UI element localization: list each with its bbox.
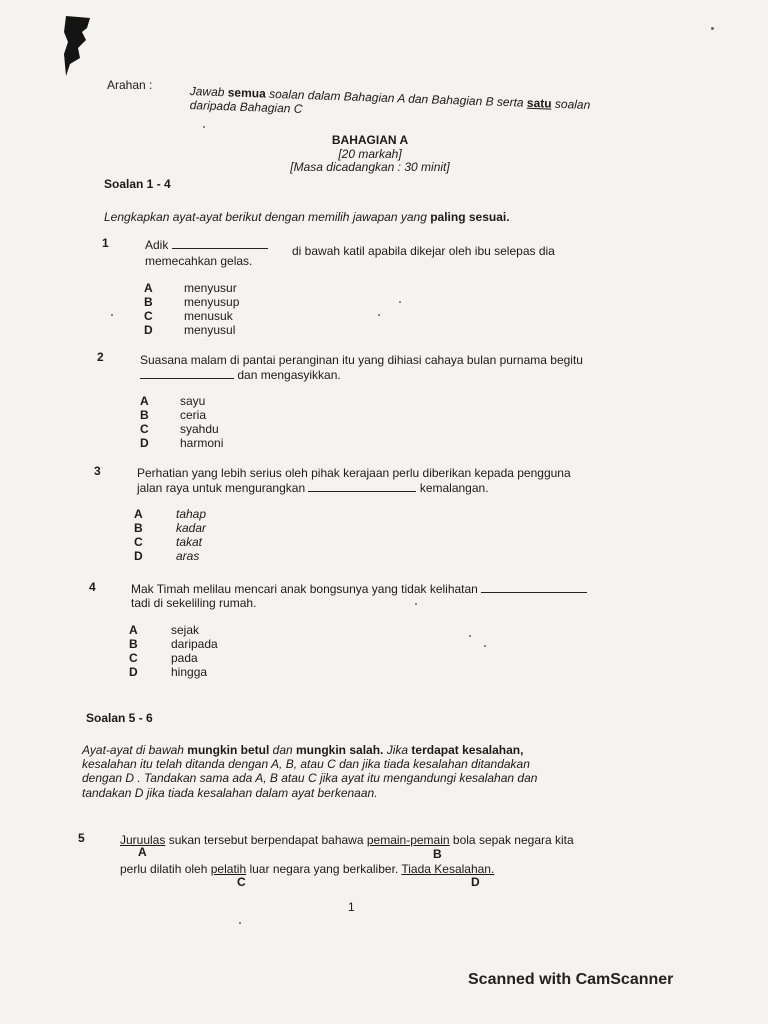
instruction-emphasis: paling sesuai.: [430, 210, 510, 224]
scan-speck: [399, 301, 401, 303]
question-number: 3: [94, 464, 101, 478]
section-a-time: [Masa dicadangkan : 30 minit]: [290, 160, 450, 174]
marker-letter: B: [433, 847, 442, 861]
option-letter: C: [140, 422, 149, 436]
page-number: 1: [348, 900, 355, 914]
instructions-text: Jawab: [189, 84, 225, 100]
marked-word: Juruulas: [120, 833, 166, 847]
question-text: sukan tersebut berpendapat bahawa: [168, 833, 364, 847]
instruction-text: Lengkapkan ayat-ayat berikut dengan memilih jawapan yang: [104, 210, 427, 224]
question-text: memecahkan gelas.: [145, 254, 253, 268]
option-letter: D: [144, 323, 153, 337]
option-text: sejak: [171, 623, 200, 637]
option-text: menyusup: [184, 295, 240, 309]
option-text: pada: [171, 651, 198, 665]
instructions-text: soalan: [554, 96, 591, 112]
option-letter: B: [129, 637, 138, 651]
option-text: kadar: [176, 521, 207, 535]
instruction-emphasis: mungkin salah.: [296, 743, 384, 757]
option-text: menusuk: [184, 309, 233, 323]
scan-speck: [484, 645, 486, 647]
answer-blank: [308, 481, 416, 492]
question-text: Suasana malam di pantai peranginan itu yang dihiasi cahaya bulan purnama begitu: [140, 353, 583, 367]
camscanner-footer: Scanned with CamScanner: [468, 971, 674, 988]
answer-blank: [481, 582, 587, 593]
marked-word: pemain-pemain: [366, 833, 450, 847]
question-text: luar negara yang berkaliber.: [249, 862, 399, 876]
option-text: tahap: [176, 507, 207, 521]
questions-5-6-instruction-line-1: [82, 743, 523, 757]
question-text: Perhatian yang lebih serius oleh pihak kerajaan perlu diberikan kepada pengguna: [137, 466, 571, 480]
option-text: hingga: [171, 665, 208, 679]
questions-5-6-instruction-line-4: tandakan D jika tiada kesalahan dalam ayat berkenaan.: [82, 786, 378, 800]
option-text: syahdu: [180, 422, 219, 436]
option-letter: A: [144, 281, 153, 295]
scan-speck: [203, 126, 205, 128]
option-text: menyusur: [184, 281, 237, 295]
instruction-text: Ayat-ayat di bawah: [82, 743, 184, 757]
question-number: 2: [97, 350, 104, 364]
answer-blank: [172, 238, 268, 249]
question-text: kemalangan.: [419, 481, 489, 495]
question-2-line-2: [140, 368, 341, 382]
marked-word: pelatih: [210, 862, 247, 876]
option-text: ceria: [180, 408, 207, 422]
scan-speck: [111, 314, 113, 316]
option-letter: A: [140, 394, 149, 408]
question-text: tadi di sekeliling rumah.: [131, 596, 257, 610]
option-letter: B: [144, 295, 153, 309]
question-text: jalan raya untuk mengurangkan: [137, 481, 306, 495]
question-number: 1: [102, 236, 109, 250]
option-text: daripada: [171, 637, 218, 651]
marked-word: Tiada Kesalahan.: [401, 862, 495, 876]
option-letter: B: [140, 408, 149, 422]
instruction-text: dan: [272, 743, 293, 757]
question-text: di bawah katil apabila dikejar oleh ibu selepas dia: [292, 244, 555, 258]
instructions-line-2: daripada Bahagian C: [189, 98, 303, 116]
corner-mark-graphic: [60, 14, 94, 78]
section-a-marks: [20 markah]: [338, 147, 402, 161]
option-letter: D: [129, 665, 138, 679]
option-letter: B: [134, 521, 143, 535]
scan-speck: [469, 635, 471, 637]
option-text: takat: [176, 535, 203, 549]
option-letter: D: [134, 549, 143, 563]
question-text: perlu dilatih oleh: [120, 862, 208, 876]
question-text: bola sepak negara kita: [452, 833, 574, 847]
marker-letter: A: [138, 845, 147, 859]
question-1-line-1: [145, 238, 268, 252]
marker-letter: D: [471, 875, 480, 889]
option-letter: D: [140, 436, 149, 450]
option-text: sayu: [180, 394, 206, 408]
question-text: dan mengasyikkan.: [237, 368, 341, 382]
question-4-line-1: [131, 582, 587, 596]
question-5-line-1: [120, 833, 574, 847]
option-letter: C: [134, 535, 143, 549]
scan-speck: [711, 27, 714, 30]
scan-speck: [378, 314, 380, 316]
instruction-emphasis: terdapat kesalahan,: [411, 743, 524, 757]
questions-1-4-header: Soalan 1 - 4: [104, 177, 171, 191]
question-number: 5: [78, 831, 85, 845]
instruction-text: Jika: [386, 743, 409, 757]
section-a-title: BAHAGIAN A: [331, 133, 409, 147]
scan-speck: [415, 603, 417, 605]
instructions-emphasis: satu: [526, 95, 552, 111]
option-letter: A: [129, 623, 138, 637]
question-3-line-2: [137, 481, 489, 495]
option-letter: C: [144, 309, 153, 323]
questions-1-4-instruction: [104, 210, 510, 224]
option-text: aras: [176, 549, 200, 563]
questions-5-6-header: Soalan 5 - 6: [86, 711, 153, 725]
instructions-emphasis: semua: [227, 85, 267, 101]
question-number: 4: [89, 580, 96, 594]
scan-speck: [239, 922, 241, 924]
option-letter: A: [134, 507, 143, 521]
option-text: menyusul: [184, 323, 236, 337]
instructions-label: Arahan :: [107, 78, 153, 92]
instruction-emphasis: mungkin betul: [187, 743, 270, 757]
question-5-line-2: [120, 862, 494, 876]
question-text: Adik: [145, 238, 169, 252]
questions-5-6-instruction-line-3: dengan D . Tandakan sama ada A, B atau C jika ayat itu mengandungi kesalahan dan: [82, 771, 538, 785]
questions-5-6-instruction-line-2: kesalahan itu telah ditanda dengan A, B, atau C dan jika tiada kesalahan ditandakan: [82, 757, 530, 771]
option-letter: C: [129, 651, 138, 665]
answer-blank: [140, 368, 234, 379]
marker-letter: C: [237, 875, 246, 889]
option-text: harmoni: [180, 436, 224, 450]
instructions-text: soalan dalam Bahagian A dan Bahagian B serta: [268, 86, 524, 110]
question-text: Mak Timah melilau mencari anak bongsunya yang tidak kelihatan: [131, 582, 478, 596]
